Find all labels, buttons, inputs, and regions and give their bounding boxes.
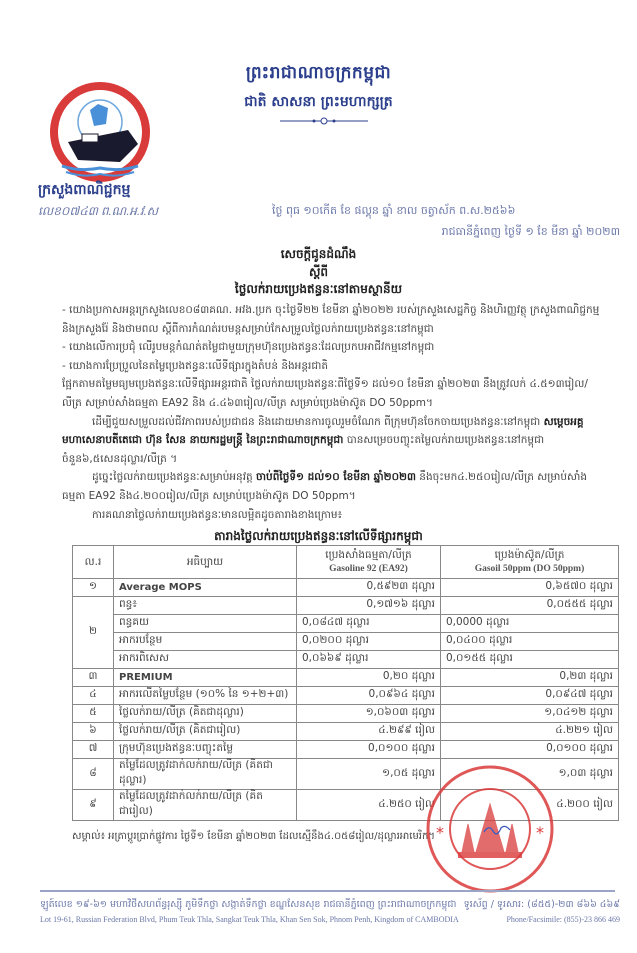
row-diesel-value: ១,០៤១២ ដុល្លារ [440, 705, 618, 723]
footer-address-kh-text: ឡូត៍លេខ ១៩-៦១ មហាវិថីសហព័ន្ធរុស្ស៊ី ភូមិទឹកថ្លា សង្កាត់ទឹកថ្លា ខណ្ឌសែនសុខ រាជធានីភ្នំពេញ ព្រះរាជាណាចក្រកម្ពុជា [40, 899, 457, 910]
row-number: ៤ [73, 687, 114, 705]
document-body [62, 301, 602, 524]
row-diesel-value: 0,០១០០ ដុល្លារ [440, 741, 618, 759]
row-description: Average MOPS [114, 579, 297, 597]
date-lunar: ថ្ងៃ ពុធ ១០កើត ខែ ផល្គុន ឆ្នាំ ខាល ចត្វាស័ក ព.ស.២៥៦៦ [272, 204, 516, 217]
header-gasoline-kh: ប្រេងសាំងធម្មតា/លីត្រ [325, 549, 412, 561]
row-diesel-value: ៤.២០០ រៀល [440, 790, 618, 821]
table-row [73, 633, 619, 651]
row-number: ៩ [73, 790, 114, 821]
exchange-rate-note: សម្គាល់៖ អត្រាប្តូរប្រាក់ផ្លូវការ ថ្ងៃទី១ ខែមីនា ឆ្នាំ២០២៣ ដែលស្មើនឹង៤.០៥៨រៀល/ដុល្លារអាមេរិក។ [72, 831, 435, 842]
row-number: ៦ [73, 723, 114, 741]
row-description: PREMIUM [114, 669, 297, 687]
table-row [73, 705, 619, 723]
row-diesel-value: 0,០៩៤៧ ដុល្លារ [440, 687, 618, 705]
table-row [73, 579, 619, 597]
paragraph-final-end: នឹងចុះមក៤.២៥០រៀល/លីត្រ សម្រាប់សាំងធម្មតា EA92 និង៤.២០០រៀល/លីត្រ សម្រាប់ប្រេងម៉ាស៊ូត DO 50ppm។ [62, 471, 588, 502]
row-description: អាករបន្ថែម [114, 633, 297, 651]
table-row [73, 741, 619, 759]
row-diesel-value: 0,០៤០០ ដុល្លារ [440, 633, 618, 651]
row-gasoline-value: ៤.២៩៩ រៀល [297, 723, 441, 741]
row-description: ពន្ធ៖ [114, 597, 297, 615]
row-diesel-value: ៤.២២១ រៀល [440, 723, 618, 741]
table-row [73, 597, 619, 615]
kingdom-motto: ជាតិ សាសនា ព្រះមហាក្សត្រ [244, 94, 393, 110]
row-gasoline-value: ៤.២៥០ រៀល [297, 790, 441, 821]
table-row [73, 723, 619, 741]
row-diesel-value: ១,០៣ ដុល្លារ [440, 759, 618, 790]
row-diesel-value: 0,0000 ដុល្លារ [440, 615, 618, 633]
svg-text:*: * [536, 823, 544, 842]
document-about: ស្តីពី [308, 265, 329, 279]
row-gasoline-value: 0,២០ ដុល្លារ [297, 669, 441, 687]
document-type: សេចក្តីជូនដំណឹង [280, 247, 357, 261]
row-description: ក្រុមហ៊ុនប្រេងឥន្ធនៈបញ្ចុះតម្លៃ [114, 741, 297, 759]
reference-bullet: - យោងការប្រែប្រួលនៃតម្លៃប្រេងឥន្ធនៈលើទីផ្សារក្នុងតំបន់ និងអន្តរជាតិ [62, 357, 602, 376]
row-description: អាករលើតម្លៃបន្ថែម (១០% នៃ ១+២+៣) [114, 687, 297, 705]
row-number: ៣ [73, 669, 114, 687]
row-gasoline-value: 0,០៨៤៧ ដុល្លារ [297, 615, 441, 633]
effective-period: ចាប់ពីថ្ងៃទី១ ដល់១០ ខែមីនា ឆ្នាំ២០២៣ [256, 471, 416, 484]
row-diesel-value: 0,០៥៥៥ ដុល្លារ [440, 597, 618, 615]
row-description: ថ្លៃលក់រាយ/លីត្រ (គិតជារៀល) [114, 723, 297, 741]
ministry-name: ក្រសួងពាណិជ្ជកម្ម [38, 182, 131, 198]
row-gasoline-value: 0,០១០០ ដុល្លារ [297, 741, 441, 759]
svg-text:*: * [436, 823, 444, 842]
footer-address-en [40, 915, 620, 924]
kingdom-title: ព្រះរាជាណាចក្រកម្ពុជា [245, 63, 392, 83]
row-diesel-value: 0,២៣ ដុល្លារ [440, 669, 618, 687]
row-diesel-value: 0,៦៥៧០ ដុល្លារ [440, 579, 618, 597]
paragraph-average-price: ផ្អែកតាមតម្លៃមធ្យមប្រេងឥន្ធនៈលើទីផ្សារអន្តរជាតិ ថ្លៃលក់រាយប្រេងឥន្ធនៈពីថ្ងៃទី១ ដល់១០ ខែមីនា ឆ្នាំ២០២៣ នឹងត្រូវលក់ ៤.៥១៣រៀល/លីត្រ សម្រាប់សាំងធម្មតា EA92 និង ៤.៤៦៣រៀល/លីត្រ សម្រាប់ប្រេងម៉ាស៊ូត DO 50ppm។ [62, 378, 588, 409]
prime-minister-name: សម្តេចអគ្គមហាសេនាបតីតេជោ ហ៊ុន សែន នាយករដ្ឋមន្ត្រី នៃព្រះរាជាណាចក្រកម្ពុជា [62, 415, 584, 447]
ornament-divider-icon [280, 117, 368, 125]
signature [483, 822, 511, 836]
row-gasoline-value: 0,៥៩២៣ ដុល្លារ [297, 579, 441, 597]
row-number: ៥ [73, 705, 114, 723]
date-solar: រាជធានីភ្នំពេញ ថ្ងៃទី ១ ខែ មីនា ឆ្នាំ ២០២៣ [441, 225, 620, 238]
table-title: តារាងថ្លៃលក់រាយប្រេងឥន្ធនៈនៅលើទីផ្សារកម្ពុជា [214, 529, 423, 543]
header-description: អធិប្បាយ [114, 546, 297, 579]
header-no: ល.រ [73, 546, 114, 579]
header-gasoline-en: Gasoline 92 (EA92) [329, 564, 408, 574]
paragraph-discount-end: បានសម្រេចបញ្ចុះតម្លៃលក់រាយប្រេងឥន្ធនៈនៅកម្ពុជា ចំនួន៦,៥សេនដុល្លារ/លីត្រ ។ [62, 434, 545, 465]
paragraph-discount-start: ដើម្បីជួយសម្រួលដល់ជីវភាពរបស់ប្រជាជន និងដោយមានការចូលរួមចំណែក ពីក្រុមហ៊ុនចែកចាយប្រេងឥន្ធនៈនៅកម្ពុជា [92, 415, 544, 428]
reference-number: លេខ០៧៤៣ ព.ណ.អ.វ.ស [38, 204, 159, 218]
table-row [73, 687, 619, 705]
header-diesel-en: Gasoil 50ppm (DO 50ppm) [474, 564, 585, 574]
row-number: ៨ [73, 759, 114, 790]
row-description: ថ្លៃលក់រាយ/លីត្រ (គិតជាដុល្លារ) [114, 705, 297, 723]
table-row [73, 669, 619, 687]
ministry-logo [50, 82, 150, 182]
row-diesel-value: 0,០១៥៥ ដុល្លារ [440, 651, 618, 669]
row-gasoline-value: ១,០៦០៣ ដុល្លារ [297, 705, 441, 723]
header-diesel-kh: ប្រេងម៉ាស៊ូត/លីត្រ [494, 549, 565, 561]
row-gasoline-value: 0,១៧១៦ ដុល្លារ [297, 597, 441, 615]
table-header-row [73, 546, 619, 579]
footer-divider [40, 890, 615, 892]
reference-bullet: - យោងលើការប្រជុំ លើរូបមន្តកំណត់តម្លៃជាមួយក្រុមហ៊ុនប្រេងឥន្ធនៈដែលប្រកបអាជីវកម្មនៅកម្ពុជា [62, 338, 602, 357]
row-gasoline-value: 0,០៩៦៤ ដុល្លារ [297, 687, 441, 705]
table-row [73, 615, 619, 633]
row-gasoline-value: ១,០៥ ដុល្លារ [297, 759, 441, 790]
row-description: តម្លៃដែលត្រូវដាក់លក់រាយ/លីត្រ (គិតជាដុល្លារ) [114, 759, 297, 790]
paragraph-final-price [62, 468, 602, 505]
paragraph-calculation-intro: ការគណនាថ្លៃលក់រាយប្រេងឥន្ធនៈមានលម្អិតដូចតារាងខាងក្រោម៖ [92, 508, 343, 521]
header-gasoline [297, 546, 441, 579]
header-diesel [440, 546, 618, 579]
row-number: ២ [73, 597, 114, 669]
reference-bullet: - យោងប្រកាសអន្តរក្រសួងលេខ០៨៣គណ. អវង.ប្រក ចុះថ្ងៃទី២២ ខែមីនា ឆ្នាំ២០២២ របស់ក្រសួងសេដ្ឋកិច្ច និងហិរញ្ញវត្ថុ ក្រសួងពាណិជ្ជកម្ម និងក្រសួងរ៉ែ និងថាមពល ស្តីពីការកំណត់របមន្តសម្រាប់កែសម្រួលថ្លៃលក់រាយប្រេងឥន្ធនៈនៅកម្ពុជា [62, 301, 602, 338]
row-gasoline-value: 0,០២០០ ដុល្លារ [297, 633, 441, 651]
row-description: អាករពិសេស [114, 651, 297, 669]
footer-address-en-text: Lot 19-61, Russian Federation Blvd, Phum Teuk Thla, Sangkat Teuk Thla, Khan Sen Sok, Phnom Penh, Kingdom of CAMBODIA [40, 915, 459, 924]
footer-address-kh [40, 898, 620, 912]
paragraph-final-start: ដូច្នេះថ្លៃលក់រាយប្រេងឥន្ធនៈសម្រាប់អនុវត្ត [92, 471, 257, 484]
row-description: ពន្ធគយ [114, 615, 297, 633]
table-row [73, 651, 619, 669]
row-number: ៧ [73, 741, 114, 759]
row-gasoline-value: 0,០៦៦៩ ដុល្លារ [297, 651, 441, 669]
document-subject: ថ្លៃលក់រាយប្រេងឥន្ធនៈនៅតាមស្ថានីយ [234, 282, 403, 296]
row-description: តម្លៃដែលត្រូវដាក់លក់រាយ/លីត្រ (គិតជារៀល) [114, 790, 297, 821]
paragraph-discount [62, 413, 602, 469]
row-number: ១ [73, 579, 114, 597]
footer-phone-kh: ទូរស័ព្ទ / ទូរសារ: (៨៥៥)-២៣ ៨៦៦ ៤៦៩ [463, 899, 620, 910]
footer-phone-en: Phone/Facsimile: (855)-23 866 469 [506, 915, 620, 924]
